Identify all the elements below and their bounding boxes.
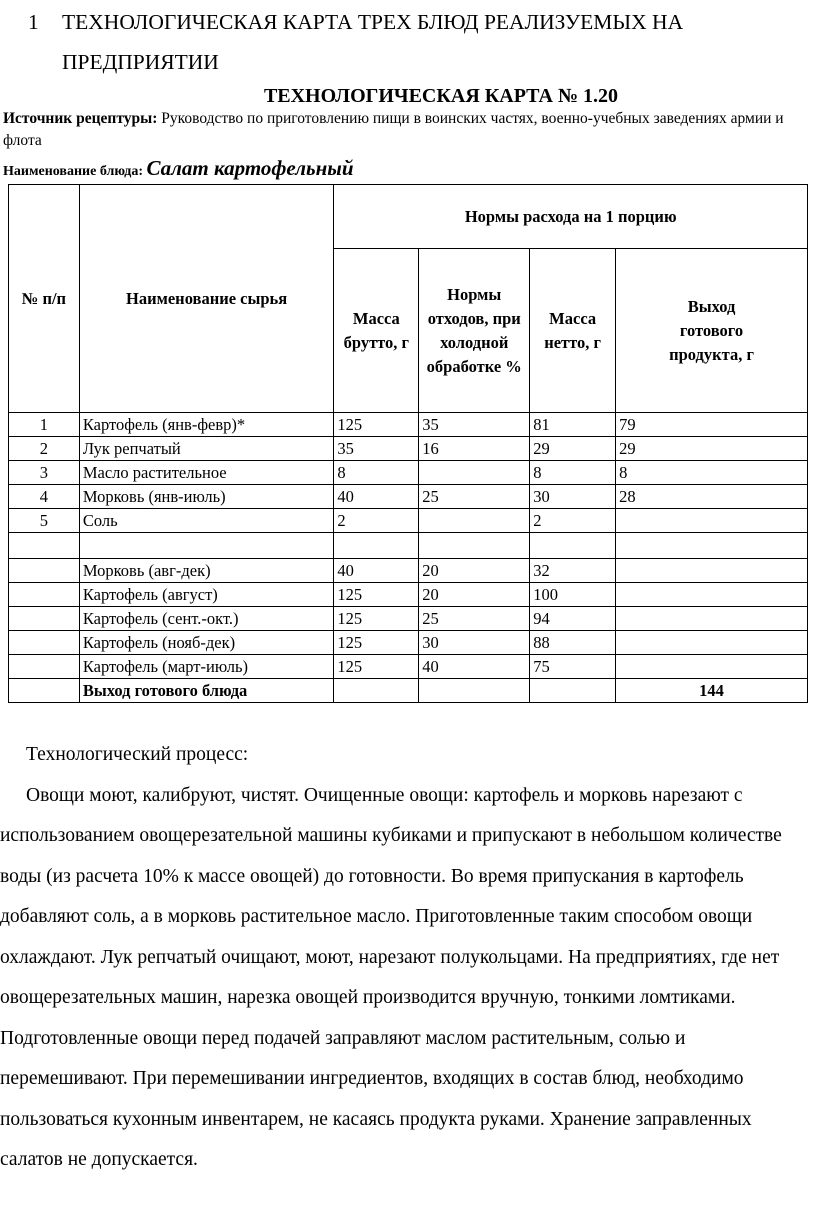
cell-net: 29: [530, 437, 616, 461]
cell-yield: [616, 583, 808, 607]
cell-gross: 125: [334, 655, 419, 679]
card-title: ТЕХНОЛОГИЧЕСКАЯ КАРТА № 1.20: [263, 85, 619, 107]
table-row: [9, 655, 808, 679]
table-row: [9, 533, 808, 559]
heading-number: 1: [28, 10, 39, 34]
cell-num: 1: [9, 413, 80, 437]
dish-value: Салат картофельный: [146, 156, 354, 180]
cell-gross: 40: [334, 559, 419, 583]
header-net: Масса нетто, г: [530, 249, 616, 413]
cell-net: 32: [530, 559, 616, 583]
cell-yield: [616, 631, 808, 655]
table-row: [9, 413, 808, 437]
cell-num: [9, 631, 80, 655]
cell-net: 8: [530, 461, 616, 485]
cell-name: Картофель (янв-февр)*: [79, 413, 334, 437]
heading-text: ТЕХНОЛОГИЧЕСКАЯ КАРТА ТРЕХ БЛЮД РЕАЛИЗУЕМЫХ НА ПРЕДПРИЯТИИ: [62, 10, 684, 74]
cell-gross: 40: [334, 485, 419, 509]
recipe-table: [8, 184, 808, 703]
cell-name: Соль: [79, 509, 334, 533]
cell-waste: 35: [419, 413, 530, 437]
cell-num: [9, 679, 80, 703]
table-row: [9, 559, 808, 583]
cell-num: 5: [9, 509, 80, 533]
cell-name: Морковь (авг-дек): [79, 559, 334, 583]
cell-yield: 29: [616, 437, 808, 461]
cell-yield: [616, 533, 808, 559]
cell-net: 94: [530, 607, 616, 631]
cell-yield: 28: [616, 485, 808, 509]
cell-num: [9, 607, 80, 631]
cell-yield: 79: [616, 413, 808, 437]
cell-waste: [419, 509, 530, 533]
cell-name: Лук репчатый: [79, 437, 334, 461]
cell-net: 2: [530, 509, 616, 533]
cell-gross: 35: [334, 437, 419, 461]
table-row: [9, 485, 808, 509]
header-waste: Нормы отходов, при холодной обработке %: [419, 249, 530, 413]
cell-waste: 16: [419, 437, 530, 461]
cell-gross: [334, 533, 419, 559]
cell-waste: [419, 533, 530, 559]
cell-yield: 8: [616, 461, 808, 485]
cell-net: 75: [530, 655, 616, 679]
cell-name: Картофель (нояб-дек): [79, 631, 334, 655]
cell-net: 81: [530, 413, 616, 437]
cell-num: [9, 583, 80, 607]
dish-label: Наименование блюда:: [3, 164, 143, 179]
cell-yield: [616, 559, 808, 583]
table-row: [9, 509, 808, 533]
cell-waste: 20: [419, 583, 530, 607]
cell-name: [79, 533, 334, 559]
cell-num: [9, 533, 80, 559]
cell-gross: 125: [334, 631, 419, 655]
total-label: Выход готового блюда: [79, 679, 334, 703]
cell-gross: 125: [334, 607, 419, 631]
cell-gross: 8: [334, 461, 419, 485]
cell-num: [9, 559, 80, 583]
cell-waste: 25: [419, 485, 530, 509]
recipe-table-body: [9, 413, 808, 703]
cell-empty: [419, 679, 530, 703]
process-body: Овощи моют, калибруют, чистят. Очищенные овощи: картофель и морковь нарезают с использованием овощерезательной машины кубиками и припускают в небольшом количестве воды (из расчета 10% к массе овощей) до готовности. Во время припускания в картофель добавляют соль, а в морковь растительное масло. Приготовленные таким способом овощи охлаждают. Лук репчатый очищают, моют, нарезают полукольцами. На предприятиях, где нет овощерезательных машин, нарезка овощей производится вручную, тонкими ломтиками. Подготовленные овощи перед подачей заправляют маслом растительным, солью и перемешивают. При перемешивании ингредиентов, входящих в состав блюд, необходимо пользоваться кухонным инвентарем, не касаясь продукта руками. Хранение заправленных салатов не допускается.: [0, 784, 782, 1170]
cell-num: 3: [9, 461, 80, 485]
cell-name: Картофель (сент.-окт.): [79, 607, 334, 631]
cell-waste: 40: [419, 655, 530, 679]
header-name: Наименование сырья: [79, 185, 334, 413]
cell-yield: [616, 655, 808, 679]
header-yield: Выход готового продукта, г: [616, 249, 808, 413]
process-heading: Технологический процесс:: [26, 744, 249, 765]
cell-name: Картофель (август): [79, 583, 334, 607]
cell-waste: [419, 461, 530, 485]
cell-net: [530, 533, 616, 559]
cell-num: 2: [9, 437, 80, 461]
cell-name: Картофель (март-июль): [79, 655, 334, 679]
dish-name: [3, 155, 354, 185]
cell-num: [9, 655, 80, 679]
header-num: № п/п: [9, 185, 80, 413]
cell-gross: 125: [334, 413, 419, 437]
cell-yield: [616, 509, 808, 533]
cell-num: 4: [9, 485, 80, 509]
cell-waste: 30: [419, 631, 530, 655]
table-row: [9, 461, 808, 485]
cell-waste: 25: [419, 607, 530, 631]
cell-net: 30: [530, 485, 616, 509]
recipe-source: [3, 108, 809, 152]
table-row: [9, 583, 808, 607]
header-gross: Масса брутто, г: [334, 249, 419, 413]
table-row: [9, 437, 808, 461]
cell-waste: 20: [419, 559, 530, 583]
cell-name: Морковь (янв-июль): [79, 485, 334, 509]
cell-empty: [334, 679, 419, 703]
total-value: 144: [616, 679, 808, 703]
cell-yield: [616, 607, 808, 631]
source-value: Руководство по приготовлению пищи в воинских частях, военно-учебных заведениях армии и флота: [3, 110, 784, 149]
process-section: [0, 735, 816, 1181]
table-total-row: [9, 679, 808, 703]
header-norms: Нормы расхода на 1 порцию: [334, 185, 808, 249]
source-label: Источник рецептуры:: [3, 110, 158, 127]
cell-gross: 125: [334, 583, 419, 607]
table-row: [9, 631, 808, 655]
cell-net: 88: [530, 631, 616, 655]
cell-gross: 2: [334, 509, 419, 533]
cell-net: 100: [530, 583, 616, 607]
table-row: [9, 607, 808, 631]
cell-empty: [530, 679, 616, 703]
cell-name: Масло растительное: [79, 461, 334, 485]
